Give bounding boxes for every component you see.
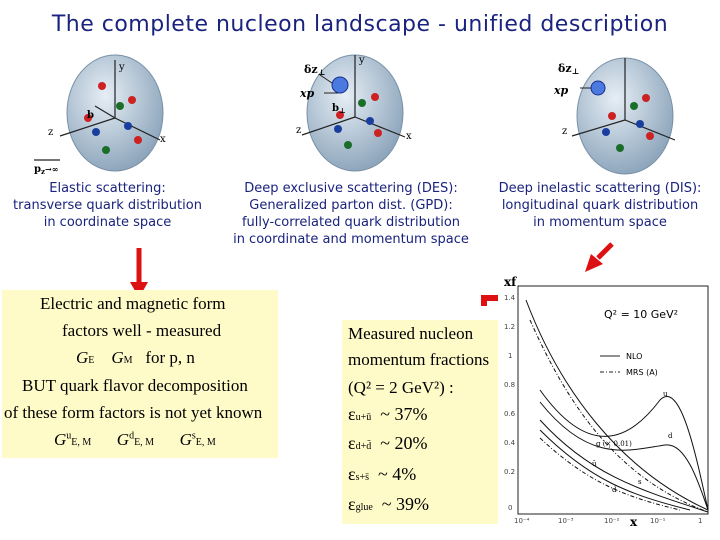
tilde: ~ <box>381 494 392 514</box>
xp-label: xp <box>300 87 315 100</box>
caption-line: Deep exclusive scattering (DES): <box>244 181 458 196</box>
xtick: 10⁻² <box>604 517 620 525</box>
momentum-fraction-box <box>342 320 498 524</box>
xtick: 10⁻¹ <box>650 517 666 525</box>
axis-y-label: y <box>119 62 125 73</box>
p-label: p <box>34 164 41 175</box>
ytick: 0.8 <box>504 381 516 389</box>
gu-sub: E, M <box>71 437 92 448</box>
svg-text:δz⊥ <box>304 63 325 77</box>
xtick: 10⁻³ <box>558 517 574 525</box>
gm-symbol: G <box>111 348 124 367</box>
ytick: 1 <box>508 352 513 360</box>
momentum-line-2: momentum fractions <box>348 350 490 369</box>
form-line-1: Electric and magnetic form <box>40 294 226 313</box>
b-label: b <box>332 103 339 114</box>
epsilon-sub: d+d̄ <box>355 441 372 452</box>
ytick: 0.2 <box>504 468 516 476</box>
momentum-row <box>348 404 427 425</box>
caption-line: Generalized parton dist. (GPD): <box>249 198 453 213</box>
tilde: ~ <box>380 404 390 424</box>
axis-x-label: x <box>160 134 166 145</box>
b-sub: ⊥ <box>339 106 346 115</box>
page-title: The complete nucleon landscape - unified description <box>51 12 669 37</box>
gu-symbol: G <box>54 430 67 449</box>
arrow-diag-icon <box>598 244 612 258</box>
epsilon-symbol: ε <box>348 494 356 514</box>
momentum-q2: (Q² = 2 GeV²) : <box>348 378 454 397</box>
fraction-value: 37% <box>394 404 428 424</box>
epsilon-sub: u+ū <box>355 412 372 423</box>
curve-label-dbar: d̄ <box>612 486 617 494</box>
form-factor-box <box>2 290 278 458</box>
gs-sub: E, M <box>195 437 216 448</box>
plot-xlabel: x <box>630 515 638 529</box>
caption-line: fully-correlated quark distribution <box>241 215 461 230</box>
axis-z-label: z <box>562 126 568 137</box>
curve-label-ubar: ū <box>592 460 597 468</box>
caption-line: transverse quark distribution <box>13 198 202 213</box>
momentum-row <box>348 494 429 515</box>
ge-sub: E <box>88 355 95 366</box>
caption-line: in momentum space <box>533 215 667 230</box>
axis-x-label: x <box>406 131 412 142</box>
axis-z-label: z <box>296 125 302 136</box>
nucleon-illustration-elastic <box>20 48 210 178</box>
xp-label: xp <box>554 84 569 97</box>
nucleon-illustration-dis <box>550 48 700 180</box>
legend-nlo: NLO <box>626 352 643 361</box>
gd-sup: d <box>129 430 135 442</box>
curve-label-d: d <box>668 432 673 440</box>
ytick: 0.6 <box>504 410 516 418</box>
p-sub: z <box>41 167 45 176</box>
caption-line: Elastic scattering: <box>49 181 166 196</box>
dz-label: δz <box>304 63 318 76</box>
dz-sub: ⊥ <box>571 66 580 76</box>
b-label: b <box>87 110 94 121</box>
dis-pdf-plot <box>500 270 718 532</box>
form-line-6 <box>54 430 216 450</box>
plot-q2: Q² = 10 GeV² <box>604 308 678 321</box>
ytick: 0.4 <box>504 439 516 447</box>
form-line-2: factors well - measured <box>62 321 222 340</box>
form-line-4: BUT quark flavor decomposition <box>22 376 248 395</box>
curve-label-g: g (× 0.01) <box>596 440 632 448</box>
caption-elastic <box>0 180 215 231</box>
ytick: 1.4 <box>504 294 516 302</box>
caption-dis <box>482 180 718 231</box>
xtick: 1 <box>698 517 703 525</box>
curve-label-s: s <box>638 478 642 486</box>
dz-label: δz <box>558 62 572 75</box>
tilde: ~ <box>380 433 390 453</box>
epsilon-symbol: ε <box>348 404 356 424</box>
nucleon-illustration-gpd <box>280 45 430 180</box>
ge-symbol: G <box>76 348 89 367</box>
caption-line: longitudinal quark distribution <box>501 198 699 213</box>
gs-symbol: G <box>179 430 192 449</box>
gs-sup: s <box>191 430 196 442</box>
fraction-value: 39% <box>396 494 430 514</box>
gm-sub: M <box>123 355 133 366</box>
gd-symbol: G <box>116 430 130 449</box>
plot-ylabel: xf <box>504 275 517 289</box>
momentum-row <box>348 433 427 454</box>
epsilon-sub: s+s̄ <box>355 472 369 483</box>
tilde: ~ <box>378 464 388 484</box>
caption-gpd <box>222 180 480 248</box>
dz-sub: ⊥ <box>317 67 326 77</box>
svg-text:pz→∞ <box>34 164 58 176</box>
fraction-value: 20% <box>394 433 428 453</box>
caption-line: in coordinate and momentum space <box>233 232 469 247</box>
curve-label-u: u <box>663 390 668 398</box>
ytick: 0 <box>508 504 513 512</box>
gd-sub: E, M <box>134 437 155 448</box>
momentum-row <box>348 464 416 485</box>
epsilon-sub: glue <box>355 502 373 513</box>
axis-y-label: y <box>359 55 365 66</box>
ytick: 1.2 <box>504 323 516 331</box>
form-line-3 <box>76 348 195 368</box>
epsilon-symbol: ε <box>348 464 356 484</box>
svg-text:δz⊥ <box>558 62 579 76</box>
axis-z-label: z <box>48 127 54 138</box>
legend-mrs: MRS (A) <box>626 368 658 377</box>
epsilon-symbol: ε <box>348 433 356 453</box>
momentum-line-1: Measured nucleon <box>348 324 474 343</box>
xtick: 10⁻⁴ <box>514 517 530 525</box>
fraction-value: 4% <box>392 464 417 484</box>
caption-line: Deep inelastic scattering (DIS): <box>498 181 702 196</box>
gu-sup: u <box>66 430 72 442</box>
caption-line: in coordinate space <box>43 215 172 230</box>
p-arrow: →∞ <box>44 164 59 174</box>
form-line-5: of these form factors is not yet known <box>4 403 263 422</box>
for-pn: for p, n <box>145 348 195 367</box>
